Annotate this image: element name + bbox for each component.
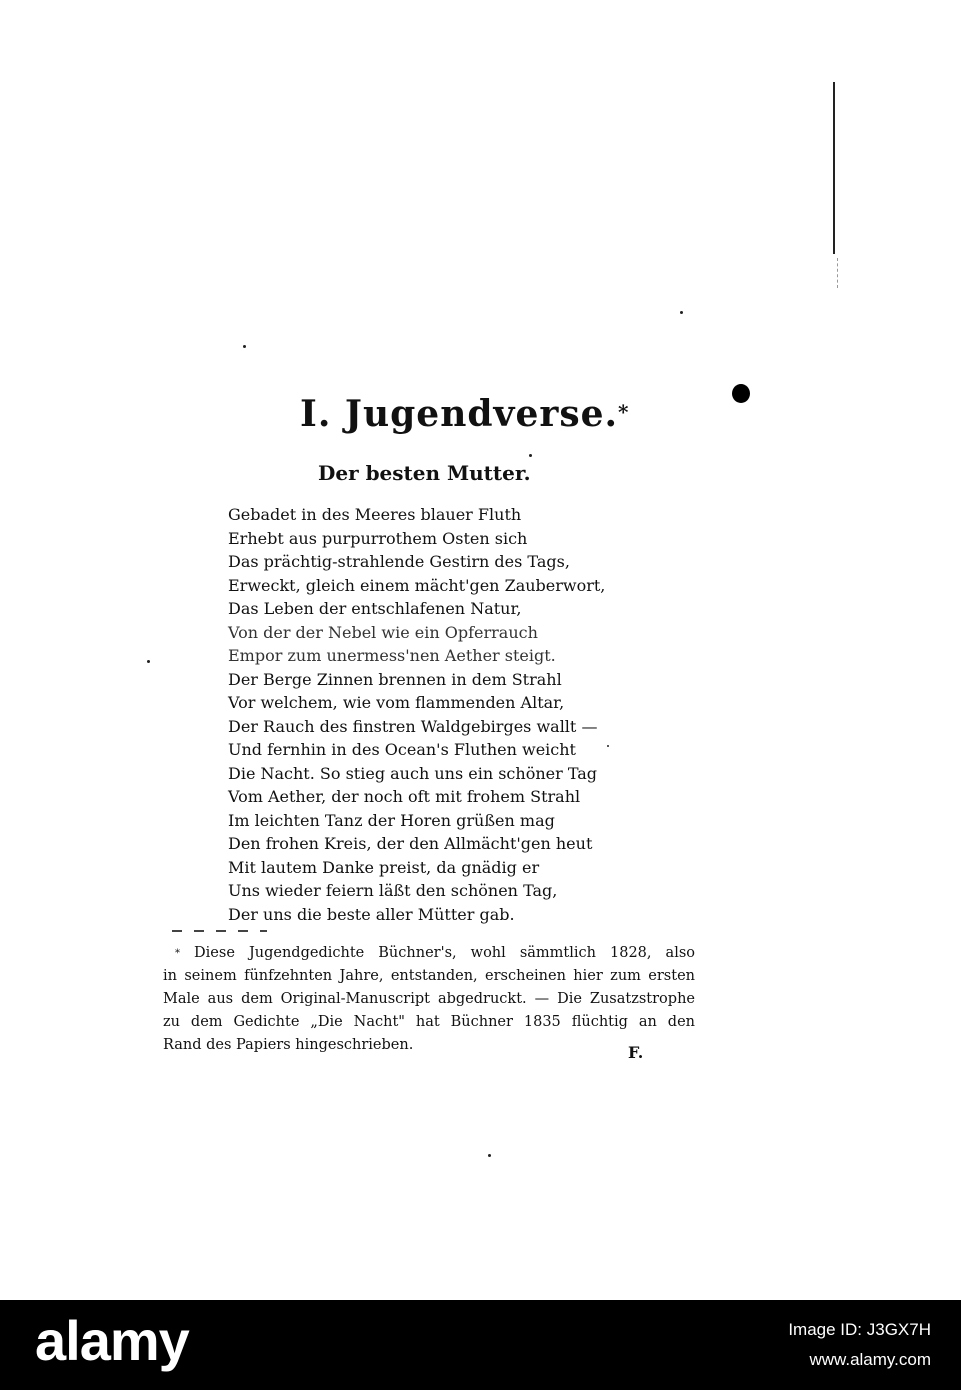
footnote-rule <box>172 930 267 932</box>
footnote-line-text: Diese Jugendgedichte Büchner's, wohl sämmtlich 1828, also <box>194 945 695 961</box>
footnote-marker: * <box>175 948 180 959</box>
poem-line: Und fernhin in des Ocean's Fluthen weicht <box>228 740 576 759</box>
poem-line: Der Rauch des finstren Waldgebirges wallt — <box>228 716 598 736</box>
poem-line: Im leichten Tanz der Horen grüßen mag <box>228 810 555 830</box>
poem-line: Vor welchem, wie vom flammenden Altar, <box>228 693 565 712</box>
poem-line: Das prächtig-strahlende Gestirn des Tags, <box>228 552 570 571</box>
poem-line: Vom Aether, der noch oft mit frohem Strahl <box>228 787 581 806</box>
poem-line: Den frohen Kreis, der den Allmächt'gen heut <box>228 834 593 853</box>
poem-line: Erhebt aus purpurrothem Osten sich <box>228 528 528 548</box>
poem-line: Das Leben der entschlafenen Natur, <box>228 599 522 618</box>
scan-speck <box>488 1154 491 1157</box>
image-id: Image ID: J3GX7H <box>788 1320 931 1339</box>
poem <box>228 503 628 926</box>
poem-line: Erweckt, gleich einem mächt'gen Zauberwort, <box>228 575 606 595</box>
punch-hole <box>732 384 750 403</box>
footnote <box>163 942 695 1057</box>
brand-logo-wordmark <box>35 1308 335 1378</box>
site-url: www.alamy.com <box>809 1350 931 1369</box>
brand-logo <box>35 1308 335 1378</box>
scan-speck <box>147 660 150 663</box>
section-title-marker: * <box>618 400 630 424</box>
section-title-text: I. Jugendverse. <box>300 393 619 435</box>
poem-line: Gebadet in des Meeres blauer Fluth <box>228 505 522 524</box>
footnote-line <box>163 942 695 965</box>
poem-line: Die Nacht. So stieg auch uns ein schöner Tag <box>228 763 598 783</box>
scan-margin-line <box>833 82 835 254</box>
scan-speck <box>680 311 683 314</box>
poem-line: Mit lautem Danke preist, da gnädig er <box>228 857 540 877</box>
poem-line: Uns wieder feiern läßt den schönen Tag, <box>228 881 558 900</box>
footnote-line: zu dem Gedichte „Die Nacht" hat Büchner 1835 flüchtig an den <box>163 1014 695 1030</box>
poem-line: Empor zum unermess'nen Aether steigt. <box>228 646 556 665</box>
footnote-line: Rand des Papiers hingeschrieben. <box>163 1037 414 1053</box>
scan-speck <box>529 454 532 457</box>
footnote-line: in seinem fünfzehnten Jahre, entstanden, erscheinen hier zum ersten <box>163 968 695 984</box>
scan-speck <box>243 345 246 348</box>
section-title <box>300 392 630 436</box>
banner-info <box>788 1318 931 1372</box>
footnote-line: Male aus dem Original-Manuscript abgedruckt. — Die Zusatzstrophe <box>163 991 695 1007</box>
scan-margin-dash <box>837 258 839 288</box>
poem-line: Der uns die beste aller Mütter gab. <box>228 904 515 924</box>
poem-line: Von der der Nebel wie ein Opferrauch <box>228 622 538 642</box>
poem-line: Der Berge Zinnen brennen in dem Strahl <box>228 669 562 689</box>
brand-logo-text: alamy <box>35 1309 189 1372</box>
poem-title: Der besten Mutter. <box>318 461 531 485</box>
footnote-signature: F. <box>628 1043 644 1062</box>
